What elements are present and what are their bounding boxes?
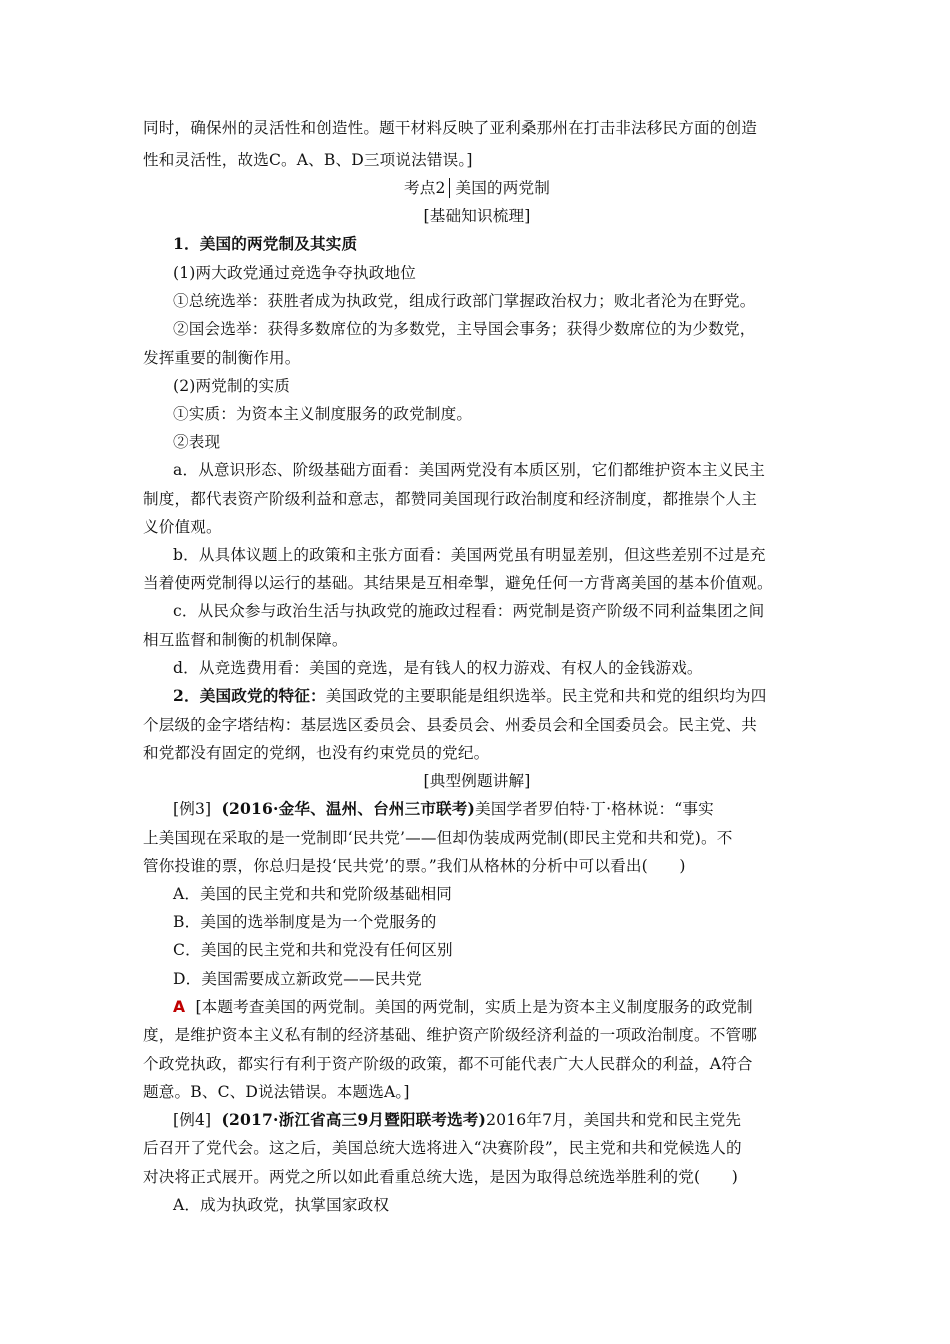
kaodian-title: 美国的两党制 [455,179,551,197]
paragraph-line: 发挥重要的制衡作用。 [143,349,301,367]
option-c: C．美国的民主党和共和党没有任何区别 [173,941,453,959]
example-source: (2016·金华、温州、台州三市联考) [221,799,476,818]
example-3-line [173,799,714,819]
kaodian-label: 考点2 [404,178,450,198]
paragraph-line: a．从意识形态、阶级基础方面看：美国两党没有本质区别，它们都维护资本主义民主 [173,461,765,479]
paragraph-line: ①总统选举：获胜者成为执政党，组成行政部门掌握政治权力；败北者沦为在野党。 [173,292,756,310]
option-a: A．美国的民主党和共和党阶级基础相同 [173,885,453,903]
paragraph-line: ②表现 [173,433,221,451]
example-tag: [例3] [173,800,212,818]
paragraph-line: b．从具体议题上的政策和主张方面看：美国两党虽有明显差别，但这些差别不过是充 [173,546,766,564]
heading-2-label: 2．美国政党的特征： [173,686,326,705]
section-heading-kaodian [143,178,811,198]
paragraph-line: ①实质：为资本主义制度服务的政党制度。 [173,405,473,423]
paragraph-line: 相互监督和制衡的机制保障。 [143,631,348,649]
paragraph-line: 个政党执政，都实行有利于资产阶级的政策，都不可能代表广大人民群众的利益，A符合 [143,1055,753,1073]
heading-1: 1．美国的两党制及其实质 [173,234,358,253]
option-d: D．美国需要成立新政党——民共党 [173,970,422,988]
paragraph-line: 度，是维护资本主义私有制的经济基础、维护资产阶级经济利益的一项政治制度。不管哪 [143,1026,758,1044]
paragraph-line: 管你投谁的票，你总归是投‘民共党’的票。”我们从格林的分析中可以看出( ) [143,857,686,875]
paragraph-line: 个层级的金字塔结构：基层选区委员会、县委员会、州委员会和全国委员会。民主党、共 [143,716,758,734]
paragraph-line: (2)两党制的实质 [173,377,291,395]
paragraph-line: 和党都没有固定的党纲，也没有约束党员的党纪。 [143,744,490,762]
paragraph-line: 对决将正式展开。两党之所以如此看重总统大选，是因为取得总统选举胜利的党( ) [143,1168,738,1186]
example-text: 美国学者罗伯特·丁·格林说：“事实 [475,800,714,818]
paragraph-line: 制度，都代表资产阶级利益和意志，都赞同美国现行政治制度和经济制度，都推崇个人主 [143,490,758,508]
paragraph-line: 当着使两党制得以运行的基础。其结果是互相牵掣，避免任何一方背离美国的基本价值观。 [143,574,773,592]
heading-2-text: 美国政党的主要职能是组织选举。民主党和共和党的组织均为四 [325,687,767,705]
example-tag: [例4] [173,1111,212,1129]
example-text: 2016年7月，美国共和党和民主党先 [486,1111,742,1129]
explanation-text: [本题考查美国的两党制。美国的两党制，实质上是为资本主义制度服务的政党制 [195,998,753,1016]
option-a: A．成为执政党，执掌国家政权 [173,1196,390,1214]
paragraph-line: 性和灵活性，故选C。A、B、D三项说法错误。] [143,151,473,169]
paragraph-line: 题意。B、C、D说法错误。本题选A。] [143,1083,410,1101]
subsection-heading: [典型例题讲解] [423,772,531,790]
paragraph-line: 后召开了党代会。这之后，美国总统大选将进入“决赛阶段”，民主党和共和党候选人的 [143,1139,742,1157]
answer-letter: A [173,998,186,1016]
option-b: B．美国的选举制度是为一个党服务的 [173,913,437,931]
paragraph-line: c．从民众参与政治生活与执政党的施政过程看：两党制是资产阶级不同利益集团之间 [173,602,765,620]
paragraph-line: ②国会选举：获得多数席位的为多数党，主导国会事务；获得少数席位的为少数党， [173,320,756,338]
paragraph-line: d．从竞选费用看：美国的竞选，是有钱人的权力游戏、有权人的金钱游戏。 [173,659,703,677]
paragraph-line: 义价值观。 [143,518,222,536]
heading-2-line [173,686,767,706]
example-source: (2017·浙江省高三9月暨阳联考选考) [221,1110,487,1129]
subsection-heading: [基础知识梳理] [423,207,531,225]
answer-line [173,997,753,1017]
paragraph-line: 同时，确保州的灵活性和创造性。题干材料反映了亚利桑那州在打击非法移民方面的创造 [143,119,758,137]
paragraph-line: (1)两大政党通过竞选争夺执政地位 [173,264,416,282]
example-4-line [173,1110,741,1130]
paragraph-line: 上美国现在采取的是一党制即‘民共党’——但却伪装成两党制(即民主党和共和党)。不 [143,829,733,847]
